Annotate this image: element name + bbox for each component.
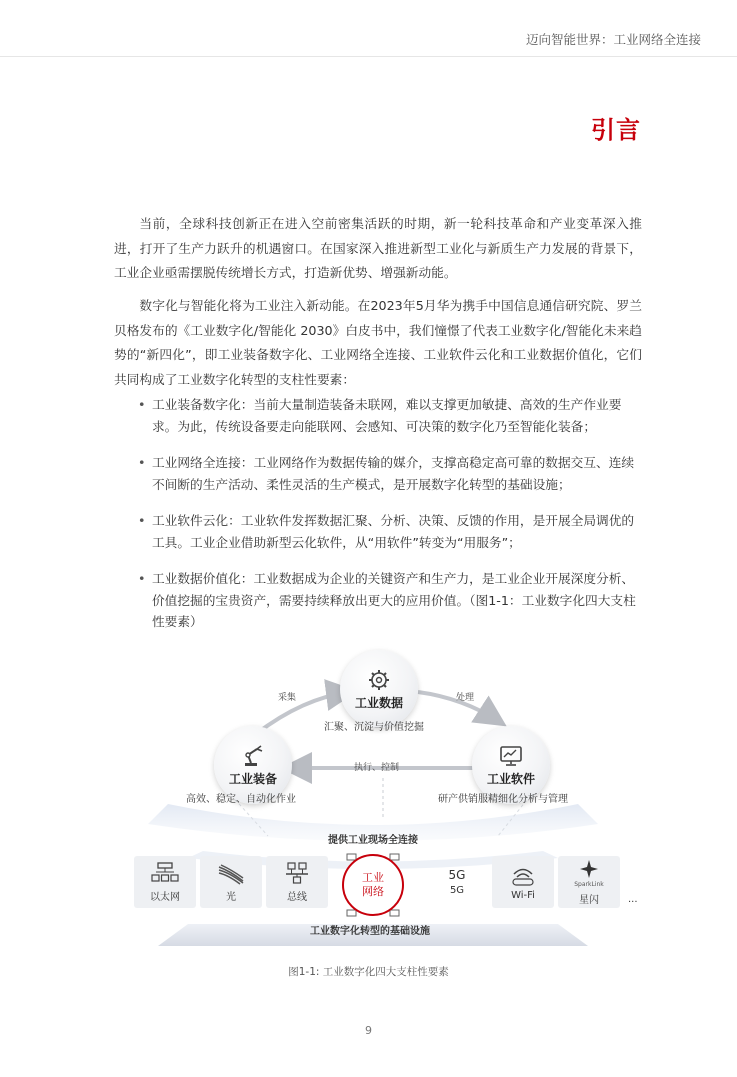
- monitor-icon: [496, 744, 526, 768]
- node-label: 工业软件: [486, 771, 535, 786]
- network-tile-5g: [426, 856, 488, 908]
- network-label: [358, 871, 388, 899]
- list-item: • 工业装备数字化：当前大量制造装备未联网，难以支撑更加敏捷、高效的生产作业要求。为此，传统设备要走向能联网、会感知、可决策的数字化乃至智能化装备；: [114, 394, 642, 437]
- wifi-icon: [508, 863, 538, 887]
- list-item: • 工业软件云化：工业软件发挥数据汇聚、分析、决策、反馈的作用，是开展全局调优的工具。工业企业借助新型云化软件，从“用软件”转变为“用服务”；: [114, 510, 642, 553]
- network-tile-bus: [266, 856, 328, 908]
- tile-label: 总线: [287, 892, 307, 903]
- pillars-figure: [128, 646, 638, 946]
- arrow-label-process: 处理: [456, 693, 475, 703]
- sparklink-icon: [574, 859, 604, 883]
- network-tile-ethernet: [134, 856, 196, 908]
- robot-arm-icon: [238, 744, 268, 768]
- figure-caption: 图1-1: 工业数字化四大支柱性要素: [288, 966, 449, 978]
- ethernet-switch-icon: [150, 861, 180, 885]
- list-item: • 工业数据价值化：工业数据成为企业的关键资产和生产力，是工业企业开展深度分析、价值挖掘的宝贵资产，需要持续释放出更大的应用价值。（图1-1：工业数字化四大支柱性要素）: [114, 568, 642, 633]
- network-tile-wifi: [492, 856, 554, 908]
- page-number: 9: [365, 1024, 372, 1037]
- node-data-subtitle: 汇聚、沉淀与价值挖掘: [324, 722, 424, 733]
- industrial-network-hub: [342, 854, 404, 916]
- tile-label: 以太网: [150, 892, 180, 903]
- tile-label: 光: [226, 892, 236, 903]
- node-label: 工业数据: [354, 695, 403, 710]
- more-ellipsis: ...: [628, 894, 638, 905]
- fiber-optic-icon: [216, 861, 246, 885]
- header-title: 迈向智能世界：工业网络全连接: [525, 32, 701, 47]
- node-equipment-subtitle: 高效、稳定、自动化作业: [186, 794, 296, 805]
- node-label: 工业装备: [228, 771, 277, 786]
- network-tile-sparklink: [558, 856, 620, 908]
- arrow-label-collect: 采集: [278, 693, 297, 703]
- header-divider: [0, 56, 737, 57]
- tile-label: 5G: [449, 885, 465, 896]
- network-label-line2: 网络: [362, 885, 384, 898]
- pillar-list: [114, 394, 642, 648]
- 5g-icon: 5G: [448, 868, 466, 882]
- tile-label: 星闪: [579, 894, 599, 906]
- connect-label: 提供工业现场全连接: [328, 835, 418, 846]
- body-paragraph-2: 数字化与智能化将为工业注入新动能。在2023年5月华为携手中国信息通信研究院、罗兰贝格发布的《工业数字化/智能化 2030》白皮书中，我们憧憬了代表工业数字化/智能化未来趋势的“新四化”，即工业装备数字化、工业网络全连接、工业软件云化和工业数据价值化，它们共同构成了工业数字化转型的支柱性要素：: [114, 298, 642, 387]
- body-paragraph-1: 当前，全球科技创新正在进入空前密集活跃的时期，新一轮科技革命和产业变革深入推进，打开了生产力跃升的机遇窗口。在国家深入推进新型工业化与新质生产力发展的背景下，工业企业亟需摆脱传统增长方式，打造新优势、增强新动能。: [114, 216, 642, 280]
- tile-label: Wi-Fi: [511, 890, 535, 901]
- network-tile-fiber: [200, 856, 262, 908]
- list-item: • 工业网络全连接：工业网络作为数据传输的媒介，支撑高稳定高可靠的数据交互、连续不间断的生产活动、柔性灵活的生产模式，是开展数字化转型的基础设施；: [114, 452, 642, 495]
- gear-icon: [364, 668, 394, 692]
- node-software-subtitle: 研产供销服精细化分析与管理: [438, 794, 568, 805]
- section-title: 引言: [591, 116, 641, 144]
- bus-network-icon: [282, 861, 312, 885]
- node-industrial-data: [340, 650, 418, 728]
- network-label-line1: 工业: [362, 871, 384, 884]
- sparklink-badge: SparkLink: [574, 880, 604, 888]
- arrow-label-execute: 执行、控制: [354, 763, 400, 773]
- foundation-label: 工业数字化转型的基础设施: [310, 926, 430, 937]
